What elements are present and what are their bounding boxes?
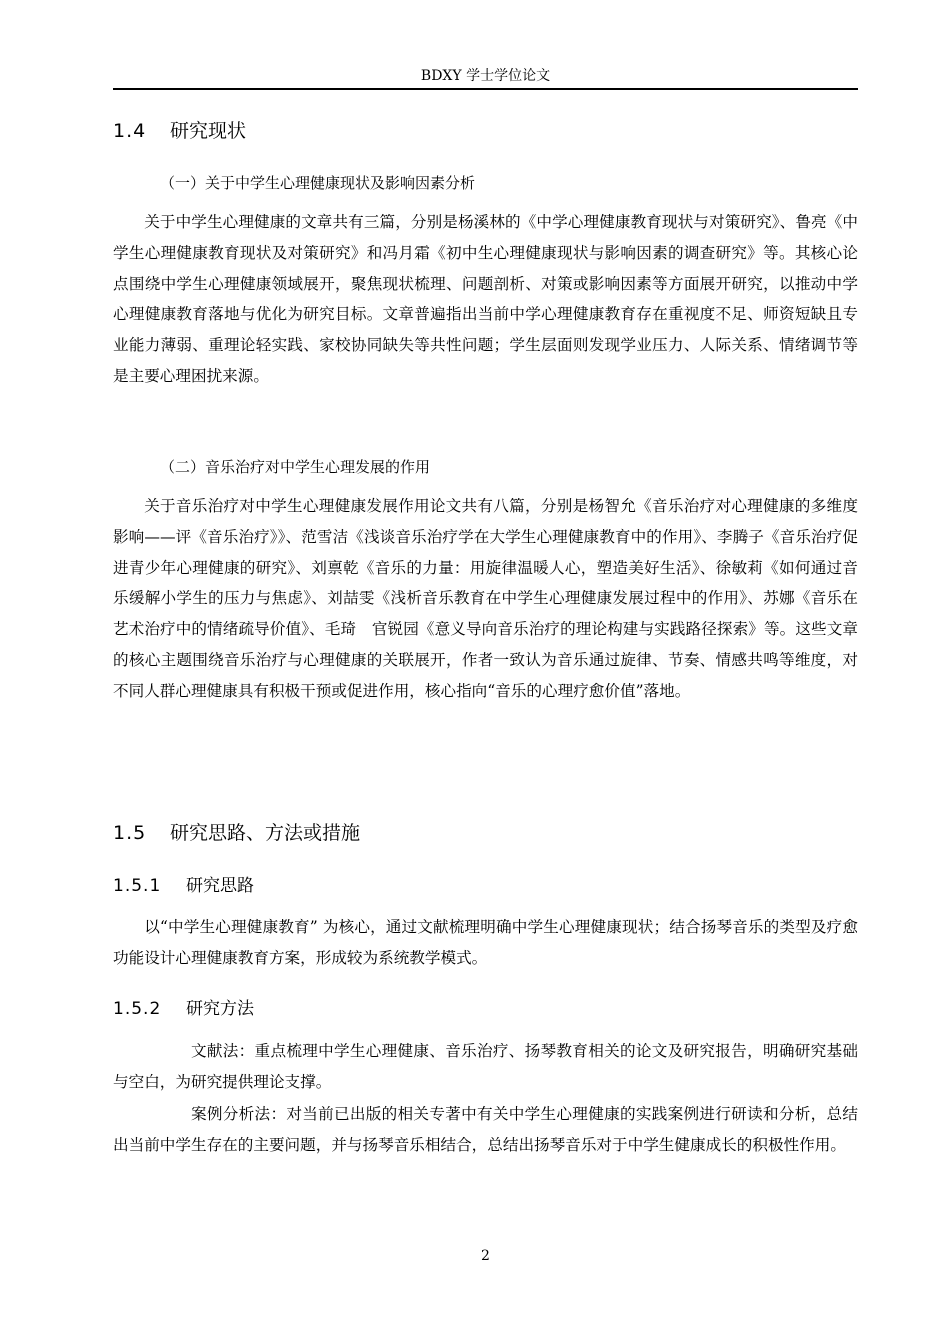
subsection-title: 研究思路 <box>186 876 254 896</box>
section-number: 1.5 <box>113 822 147 844</box>
section-title: 研究现状 <box>170 120 247 142</box>
page-number: 2 <box>481 1248 490 1264</box>
paragraph-research-approach: 以“中学生心理健康教育” 为核心，通过文献梳理明确中学生心理健康现状；结合扬琴音乐的类型及疗愈功能设计心理健康教育方案，形成较为系统教学模式。 <box>113 918 858 967</box>
paragraph-mental-health-status: 关于中学生心理健康的文章共有三篇，分别是杨溪林的《中学心理健康教育现状与对策研究》、鲁亮《中学生心理健康教育现状及对策研究》和冯月霜《初中生心理健康现状与影响因素的调查研究》等。其核心论点围绕中学生心理健康领域展开，聚焦现状梳理、问题剖析、对策或影响因素等方面展开研究，以推动中学心理健康教育落地与优化为研究目标。文章普遍指出当前中学心理健康教育存在重视度不足、师资短缺且专业能力薄弱、重理论轻实践、家校协同缺失等共性问题；学生层面则发现学业压力、人际关系、情绪调节等是主要心理困扰来源。 <box>113 213 858 385</box>
header-rule <box>113 88 858 90</box>
paragraph-literature-method: 文献法：重点梳理中学生心理健康、音乐治疗、扬琴教育相关的论文及研究报告，明确研究基础与空白，为研究提供理论支撑。 <box>113 1042 858 1091</box>
subsection-heading-1: （一）关于中学生心理健康现状及影响因素分析 <box>160 174 476 192</box>
paragraph-music-therapy: 关于音乐治疗对中学生心理健康发展作用论文共有八篇，分别是杨智允《音乐治疗对心理健康的多维度影响——评《音乐治疗》》、范雪洁《浅谈音乐治疗学在大学生心理健康教育中的作用》、李腾子《音乐治疗促进青少年心理健康的研究》、刘禀乾《音乐的力量：用旋律温暖人心，塑造美好生活》、徐敏莉《如何通过音乐缓解小学生的压力与焦虑》、刘喆雯《浅析音乐教育在中学生心理健康发展过程中的作用》、苏娜《音乐在艺术治疗中的情绪疏导价值》、毛琦 官锐园《意义导向音乐治疗的理论构建与实践路径探索》等。这些文章的核心主题围绕音乐治疗与心理健康的关联展开，作者一致认为音乐通过旋律、节奏、情感共鸣等维度，对不同人群心理健康具有积极干预或促进作用，核心指向“音乐的心理疗愈价值”落地。 <box>113 497 858 700</box>
running-header: BDXY 学士学位论文 <box>420 68 551 84</box>
subsection-number: 1.5.2 <box>113 999 162 1019</box>
paragraph-case-analysis-method: 案例分析法：对当前已出版的相关专著中有关中学生心理健康的实践案例进行研读和分析，总结出当前中学生存在的主要问题，并与扬琴音乐相结合，总结出扬琴音乐对于中学生健康成长的积极性作用。 <box>113 1105 858 1154</box>
section-heading-1-4 <box>113 118 246 144</box>
section-heading-1-5 <box>113 820 360 846</box>
section-title: 研究思路、方法或措施 <box>170 822 361 844</box>
subsection-heading-2: （二）音乐治疗对中学生心理发展的作用 <box>160 458 431 476</box>
subsection-heading-1-5-1 <box>113 874 254 898</box>
subsection-title: 研究方法 <box>186 999 254 1019</box>
subsection-heading-1-5-2 <box>113 997 254 1021</box>
subsection-number: 1.5.1 <box>113 876 162 896</box>
section-number: 1.4 <box>113 120 147 142</box>
